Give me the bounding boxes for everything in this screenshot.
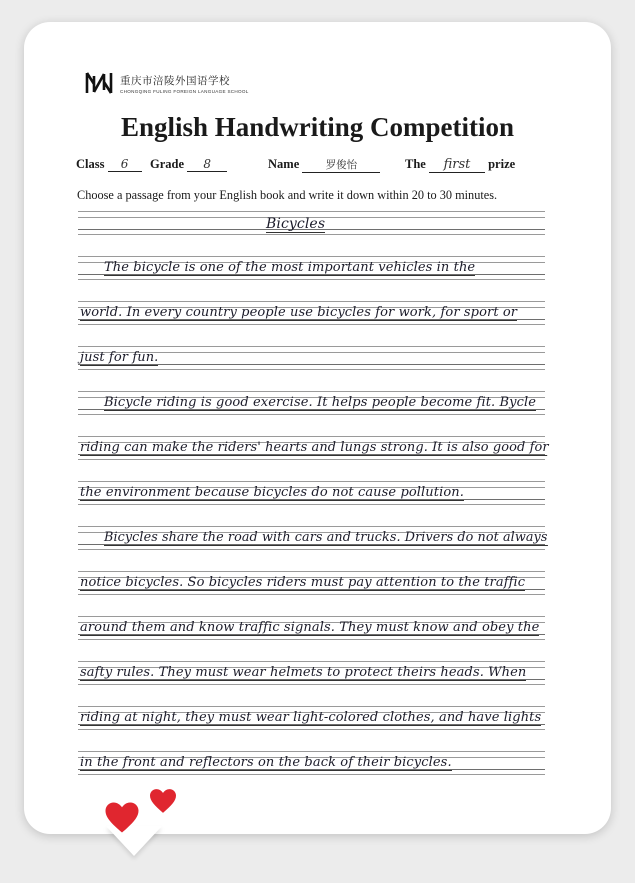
guide-line [78, 436, 545, 437]
passage-line: riding at night, they must wear light-colored clothes, and have lights [80, 710, 542, 725]
name-label: Name [268, 157, 300, 171]
prize-field [405, 157, 515, 173]
name-field [268, 157, 380, 173]
school-name-cn: 重庆市涪陵外国语学校 [120, 74, 230, 87]
guide-line [78, 594, 545, 595]
grade-value: 8 [187, 157, 227, 172]
grade-label: Grade [150, 157, 185, 171]
heart-icon-small [148, 788, 178, 814]
class-field [76, 157, 142, 172]
passage-line: Bicycles share the road with cars and trucks. Drivers do not always [104, 530, 548, 545]
prize-value: first [429, 157, 485, 173]
guide-line [78, 661, 545, 662]
name-value: 罗俊怡 [302, 157, 380, 173]
instruction-text: Choose a passage from your English book and write it down within 20 to 30 minutes. [77, 188, 498, 202]
passage-line: in the front and reflectors on the back of their bicycles. [80, 755, 452, 770]
class-value: 6 [108, 157, 142, 172]
passage-line: The bicycle is one of the most important vehicles in the [104, 260, 476, 275]
page-title: English Handwriting Competition [120, 112, 515, 142]
guide-line [78, 751, 545, 752]
guide-line [78, 279, 545, 280]
guide-line [78, 234, 545, 235]
guide-line [78, 211, 545, 212]
guide-line [78, 729, 545, 730]
passage-line: world. In every country people use bicycles for work, for sport or [80, 305, 518, 320]
passage-line: Bicycle riding is good exercise. It helps people become fit. Bycle [104, 395, 537, 410]
passage-line: around them and know traffic signals. They must know and obey the [80, 620, 540, 635]
guide-line [78, 504, 545, 505]
guide-line [78, 369, 545, 370]
heart-icon [104, 801, 140, 834]
school-name-en: CHONGQING FULING FOREIGN LANGUAGE SCHOOL [120, 88, 249, 94]
guide-line [78, 706, 545, 707]
guide-line [78, 549, 545, 550]
passage-line: just for fun. [80, 350, 159, 365]
guide-line [78, 346, 545, 347]
school-header [84, 70, 249, 96]
school-logo-icon [84, 70, 114, 96]
passage-line: notice bicycles. So bicycles riders must pay attention to the traffic [80, 575, 526, 590]
guide-line [78, 616, 545, 617]
prize-suffix: prize [488, 157, 516, 171]
guide-line [78, 639, 545, 640]
passage-line: riding can make the riders' hearts and lungs strong. It is also good for [80, 440, 549, 455]
guide-line [78, 684, 545, 685]
guide-line [78, 526, 545, 527]
guide-line [78, 256, 545, 257]
guide-line [78, 571, 545, 572]
passage-title: Bicycles [266, 216, 326, 232]
guide-line [78, 324, 545, 325]
guide-line [78, 414, 545, 415]
guide-line [78, 301, 545, 302]
guide-line [78, 391, 545, 392]
guide-line [78, 774, 545, 775]
passage-line: safty rules. They must wear helmets to protect theirs heads. When [80, 665, 527, 680]
guide-line [78, 459, 545, 460]
prize-prefix: The [405, 157, 426, 171]
grade-field [150, 157, 227, 172]
passage-line: the environment because bicycles do not cause pollution. [80, 485, 464, 500]
class-label: Class [76, 157, 105, 171]
guide-line [78, 481, 545, 482]
